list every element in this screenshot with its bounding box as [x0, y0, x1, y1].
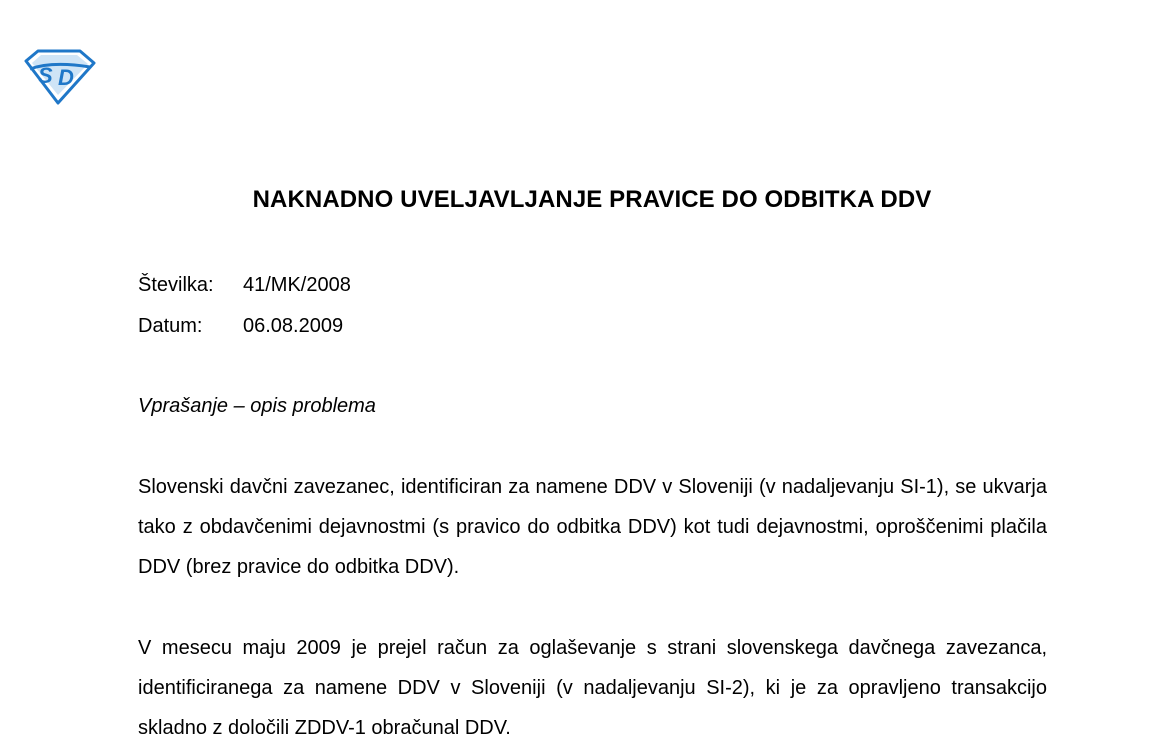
document-number-value: 41/MK/2008 — [243, 274, 351, 296]
body-paragraph: V mesecu maju 2009 je prejel račun za oglaševanje s strani slovenskega davčnega zavezanca, identificiranega za namene DDV v Sloveniji (v nadaljevanju SI-2), ki je za opravljeno transakcijo skladno z določili ZDDV-1 obračunal DDV. — [138, 637, 1047, 739]
document-date-label: Datum: — [138, 315, 203, 337]
svg-text:D: D — [58, 65, 74, 90]
document-number-row — [138, 273, 351, 297]
document-number-label: Številka: — [138, 274, 214, 296]
body-paragraph: Slovenski davčni zavezanec, identificiran za namene DDV v Sloveniji (v nadaljevanju SI-1), se ukvarja tako z obdavčenimi dejavnostmi (s pravico do odbitka DDV) kot tudi dejavnostmi, oproščenimi plačila DDV (brez pravice do odbitka DDV). — [138, 476, 1047, 578]
svg-text:S: S — [38, 63, 53, 88]
document-date-row — [138, 314, 343, 338]
document-date-value: 06.08.2009 — [243, 315, 344, 337]
question-heading: Vprašanje – opis problema — [138, 395, 376, 417]
document-title: NAKNADNO UVELJAVLJANJE PRAVICE DO ODBITKA DDV — [252, 186, 932, 213]
sd-shield-logo-icon — [22, 49, 96, 105]
